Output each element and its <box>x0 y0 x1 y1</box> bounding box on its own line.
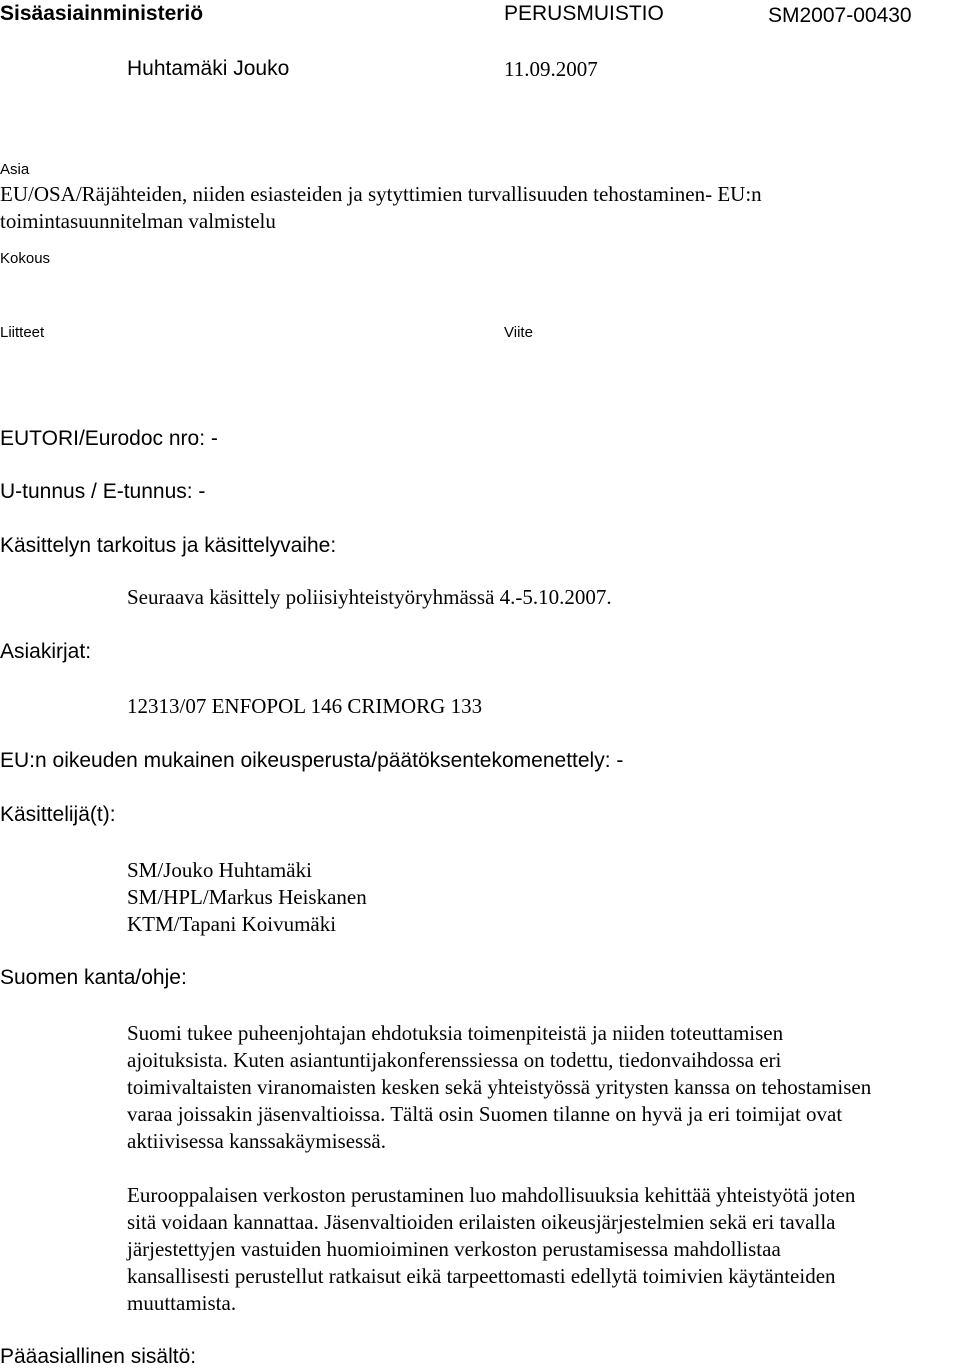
subject-line: toimintasuunnitelman valmistelu <box>0 209 276 233</box>
paragraph-line: ajoituksista. Kuten asiantuntijakonferenssiessa on todettu, tiedonvaihdossa eri <box>127 1048 782 1072</box>
document-date: 11.09.2007 <box>504 57 598 81</box>
paragraph-line: kansallisesti perustellut ratkaisut eikä tarpeettomasti edellytä toimivien käytänteiden <box>127 1264 836 1288</box>
paragraph-line: varaa joissakin jäsenvaltioissa. Tältä osin Suomen tilanne on hyvä ja eri toimijat ovat <box>127 1102 843 1126</box>
subject-text <box>0 181 950 235</box>
paragraph-line: Eurooppalaisen verkoston perustaminen luo mahdollisuuksia kehittää yhteistyötä joten <box>127 1183 856 1207</box>
liitteet-label: Liitteet <box>0 324 45 341</box>
paragraph-line: muuttamista. <box>127 1291 237 1315</box>
sisalto-label: Pääasiallinen sisältö: <box>0 1345 197 1368</box>
subject-line: EU/OSA/Räjähteiden, niiden esiasteiden ja sytyttimien turvallisuuden tehostaminen- EU:n <box>0 182 762 206</box>
paragraph-line: sitä voidaan kannattaa. Jäsenvaltioiden erilaisten oikeusjärjestelmien sekä eri tavalla <box>127 1210 836 1234</box>
handler-name: SM/Jouko Huhtamäki <box>127 858 312 882</box>
kasittely-value: Seuraava käsittely poliisiyhteistyöryhmässä 4.-5.10.2007. <box>127 585 612 609</box>
kasittelija-label: Käsittelijä(t): <box>0 803 116 826</box>
kokous-label: Kokous <box>0 250 51 267</box>
paragraph-line: aktiivisessa kanssakäymisessä. <box>127 1129 386 1153</box>
paragraph-line: toimivaltaisten viranomaisten kesken sekä yhteistyössä yritysten kanssa on tehostamisen <box>127 1075 872 1099</box>
kanta-paragraph-1 <box>127 1020 960 1155</box>
kanta-label: Suomen kanta/ohje: <box>0 966 187 989</box>
kanta-paragraph-2 <box>127 1182 960 1317</box>
asiakirjat-value: 12313/07 ENFOPOL 146 CRIMORG 133 <box>127 694 483 718</box>
handler-name: KTM/Tapani Koivumäki <box>127 912 337 936</box>
eutori-field: EUTORI/Eurodoc nro: - <box>0 427 218 450</box>
asia-label: Asia <box>0 161 30 178</box>
ministry-name: Sisäasiainministeriö <box>0 2 204 25</box>
paragraph-line: järjestettyjen vastuiden huomioiminen verkoston perustamisessa mahdollistaa <box>127 1237 781 1261</box>
handler-name: SM/HPL/Markus Heiskanen <box>127 885 367 909</box>
paragraph-line: Suomi tukee puheenjohtajan ehdotuksia toimenpiteistä ja niiden toteuttamisen <box>127 1021 784 1045</box>
kasittely-label: Käsittelyn tarkoitus ja käsittelyvaihe: <box>0 534 337 557</box>
utunnus-field: U-tunnus / E-tunnus: - <box>0 480 206 503</box>
viite-label: Viite <box>504 324 533 341</box>
document-type: PERUSMUISTIO <box>504 2 664 25</box>
handler-list <box>127 857 367 938</box>
author-name: Huhtamäki Jouko <box>127 57 290 80</box>
asiakirjat-label: Asiakirjat: <box>0 640 92 663</box>
oikeusperusta-field: EU:n oikeuden mukainen oikeusperusta/päätöksentekomenettely: - <box>0 749 624 772</box>
document-number: SM2007-00430 <box>768 4 912 27</box>
